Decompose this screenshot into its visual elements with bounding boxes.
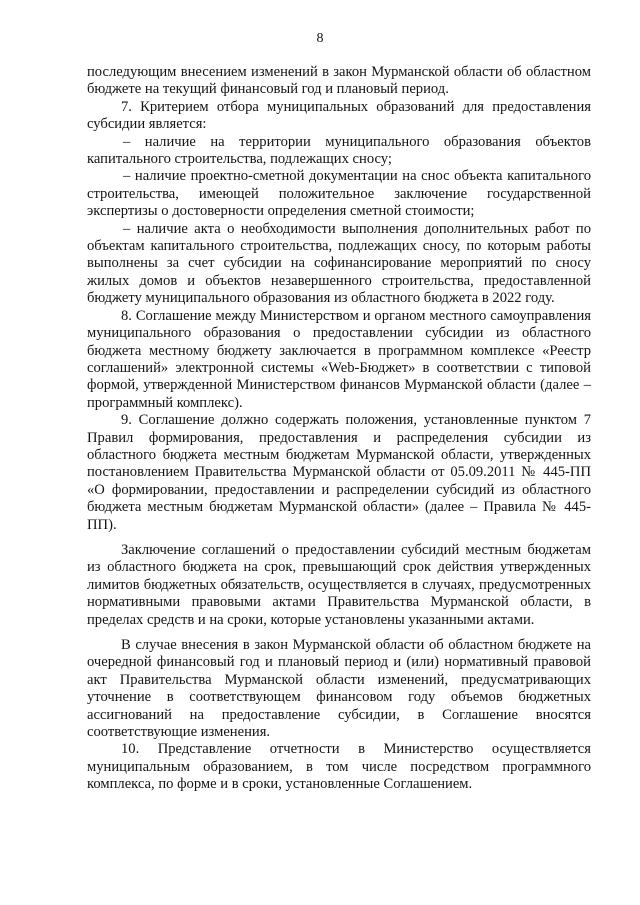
paragraph-item-10: 10. Представление отчетности в Министерство осуществляется муниципальным образованием, в том числе посредством программного комплекса, по форме и в сроки, установленные Соглашением. [87, 741, 591, 793]
paragraph-agreements-term: Заключение соглашений о предоставлении субсидий местным бюджетам из областного бюджета на срок, превышающий срок действия утвержденных лимитов бюджетных обязательств, осуществляется в случаях, предусмотренных нормативными правовыми актами Правительства Мурманской области, в пределах средств и на сроки, которые установлены указанными актами. [87, 541, 591, 628]
document-body [87, 64, 591, 794]
paragraph-item-9: 9. Соглашение должно содержать положения, установленные пунктом 7 Правил формирования, предоставления и распределения субсидии из областного бюджета местным бюджетам Мурманской области, утвержденных постановлением Правительства Мурманской области от 05.09.2011 № 445-ПП «О формировании, предоставлении и распределении субсидий из областного бюджета местным бюджетам Мурманской области» (далее – Правила № 445-ПП). [87, 412, 591, 533]
criterion-bullet-2: – наличие проектно-сметной документации на снос объекта капитального строительства, имеющей положительное заключение государственной экспертизы о достоверности определения сметной стоимости; [87, 168, 591, 220]
paragraph-continuation: последующим внесением изменений в закон Мурманской области об областном бюджете на текущий финансовый год и плановый период. [87, 64, 591, 98]
paragraph-item-8: 8. Соглашение между Министерством и органом местного самоуправления муниципального образования о предоставлении субсидии из областного бюджета местному бюджету заключается в программном комплексе «Реестр соглашений» электронной системы «Web-Бюджет» в соответствии с типовой формой, утвержденной Министерством финансов Мурманской области (далее – программный комплекс). [87, 307, 591, 411]
page-number: 8 [316, 31, 324, 46]
criterion-bullet-3: – наличие акта о необходимости выполнения дополнительных работ по объектам капитального строительства, подлежащих сносу, по которым работы выполнены за счет субсидии на софинансирование мероприятий по сносу жилых домов и объектов незавершенного строительства, предоставленной бюджету муниципального образования из областного бюджета в 2022 году. [87, 220, 591, 307]
paragraph-agreement-changes: В случае внесения в закон Мурманской области об областном бюджете на очередной финансовый год и плановый период и (или) нормативный правовой акт Правительства Мурманской области изменений, предусматривающих уточнение в соответствующем финансовом году объемов бюджетных ассигнований на предоставление субсидии, в Соглашение вносятся соответствующие изменения. [87, 637, 591, 741]
paragraph-item-7: 7. Критерием отбора муниципальных образований для предоставления субсидии является: [87, 98, 591, 133]
criterion-bullet-1: – наличие на территории муниципального образования объектов капитального строительства, подлежащих сносу; [87, 133, 591, 168]
